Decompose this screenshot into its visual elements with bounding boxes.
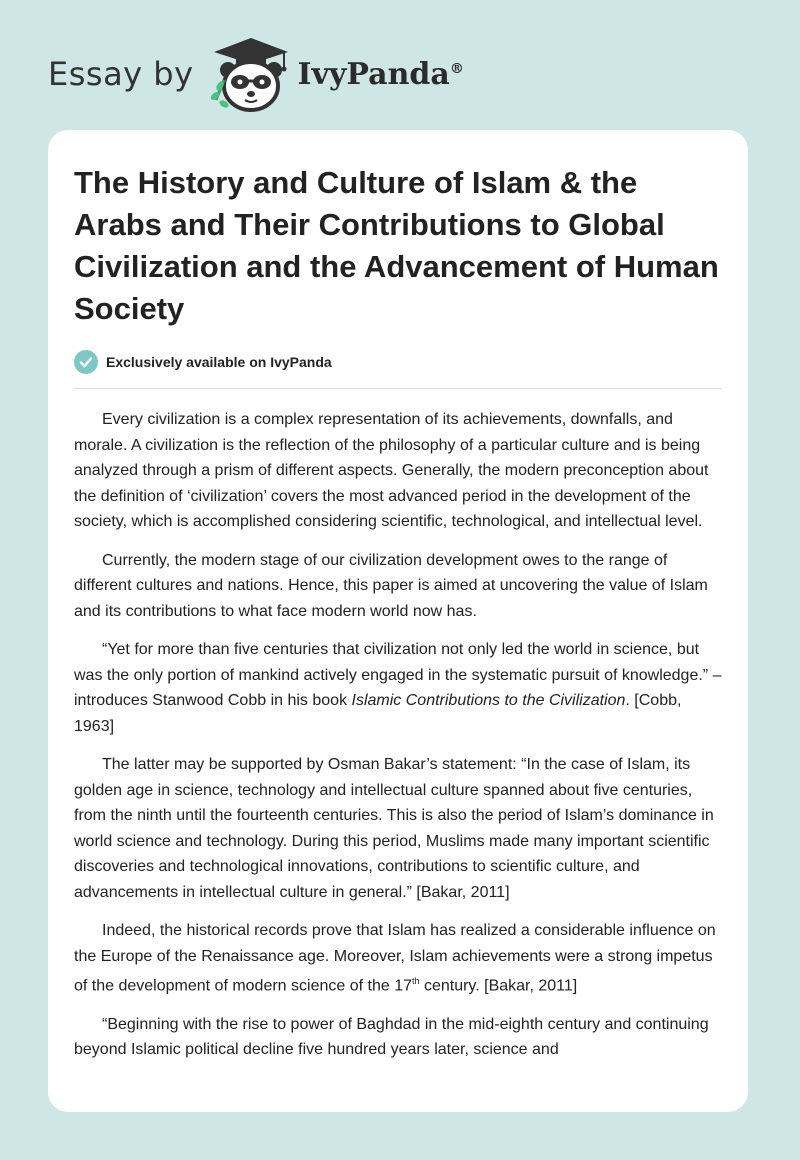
paragraph-5-citation: century. [Bakar, 2011] [419, 977, 578, 995]
ivypanda-brand[interactable] [298, 57, 464, 92]
paragraph-3 [74, 637, 722, 739]
ordinal-suffix: th [412, 976, 420, 986]
brand-name-text: IvyPanda [297, 56, 450, 92]
essay-by-label: Essay by [48, 55, 194, 93]
paragraph-6: “Beginning with the rise to power of Baghdad in the mid-eighth century and continuing beyond Islamic political decline five hundred years later, science and [74, 1015, 709, 1059]
paragraph-3-citation: . [Cobb, 1963] [74, 692, 682, 735]
paragraph-1: Every civilization is a complex representation of its achievements, downfalls, and morale. A civilization is the reflection of the philosophy of a particular culture and is being analyzed through a prism of different aspects. Generally, the modern preconception about the definition of ‘civilization’ covers the most advanced period in the development of the society, which is accomplished considering scientific, technological, and intellectual level. [74, 411, 709, 530]
paragraph-5 [74, 918, 722, 999]
site-header [48, 34, 464, 114]
paragraph-4: The latter may be supported by Osman Bakar’s statement: “In the case of Islam, its golden age in science, technology and intellectual culture spanned about five centuries, from the ninth until the fourteenth centuries. This is also the period of Islam’s dominance in world science and technology. During this period, Muslims made many important scientific discoveries and technological innovations, contributions to scientific culture, and advancements in intellectual culture in general.” [Bakar, 2011] [74, 756, 714, 901]
panda-logo-icon[interactable] [206, 34, 296, 114]
essay-card [48, 130, 748, 1112]
essay-body [74, 407, 722, 1063]
exclusive-badge-row [74, 350, 722, 389]
paragraph-5-text: Indeed, the historical records prove that Islam has realized a considerable influence on the Europe of the Renaissance age. Moreover, Islam achievements were a strong impetus of the development of modern science of the 17 [74, 922, 716, 995]
paragraph-2: Currently, the modern stage of our civilization development owes to the range of different cultures and nations. Hence, this paper is aimed at uncovering the value of Islam and its contributions to what face modern world now has. [74, 551, 708, 620]
book-title: Islamic Contributions to the Civilization [351, 692, 626, 709]
registered-mark: ® [449, 60, 464, 77]
paragraph-3-text: “Yet for more than five centuries that civilization not only led the world in science, but was the only portion of mankind actively engaged in the systematic pursuit of knowledge.” – introduces Stanwood Cobb in his book [74, 641, 722, 709]
check-circle-icon [74, 350, 98, 374]
exclusive-label: Exclusively available on IvyPanda [106, 354, 332, 370]
essay-title: The History and Culture of Islam & the Arabs and Their Contributions to Global Civilization and the Advancement of Human Society [74, 165, 719, 326]
